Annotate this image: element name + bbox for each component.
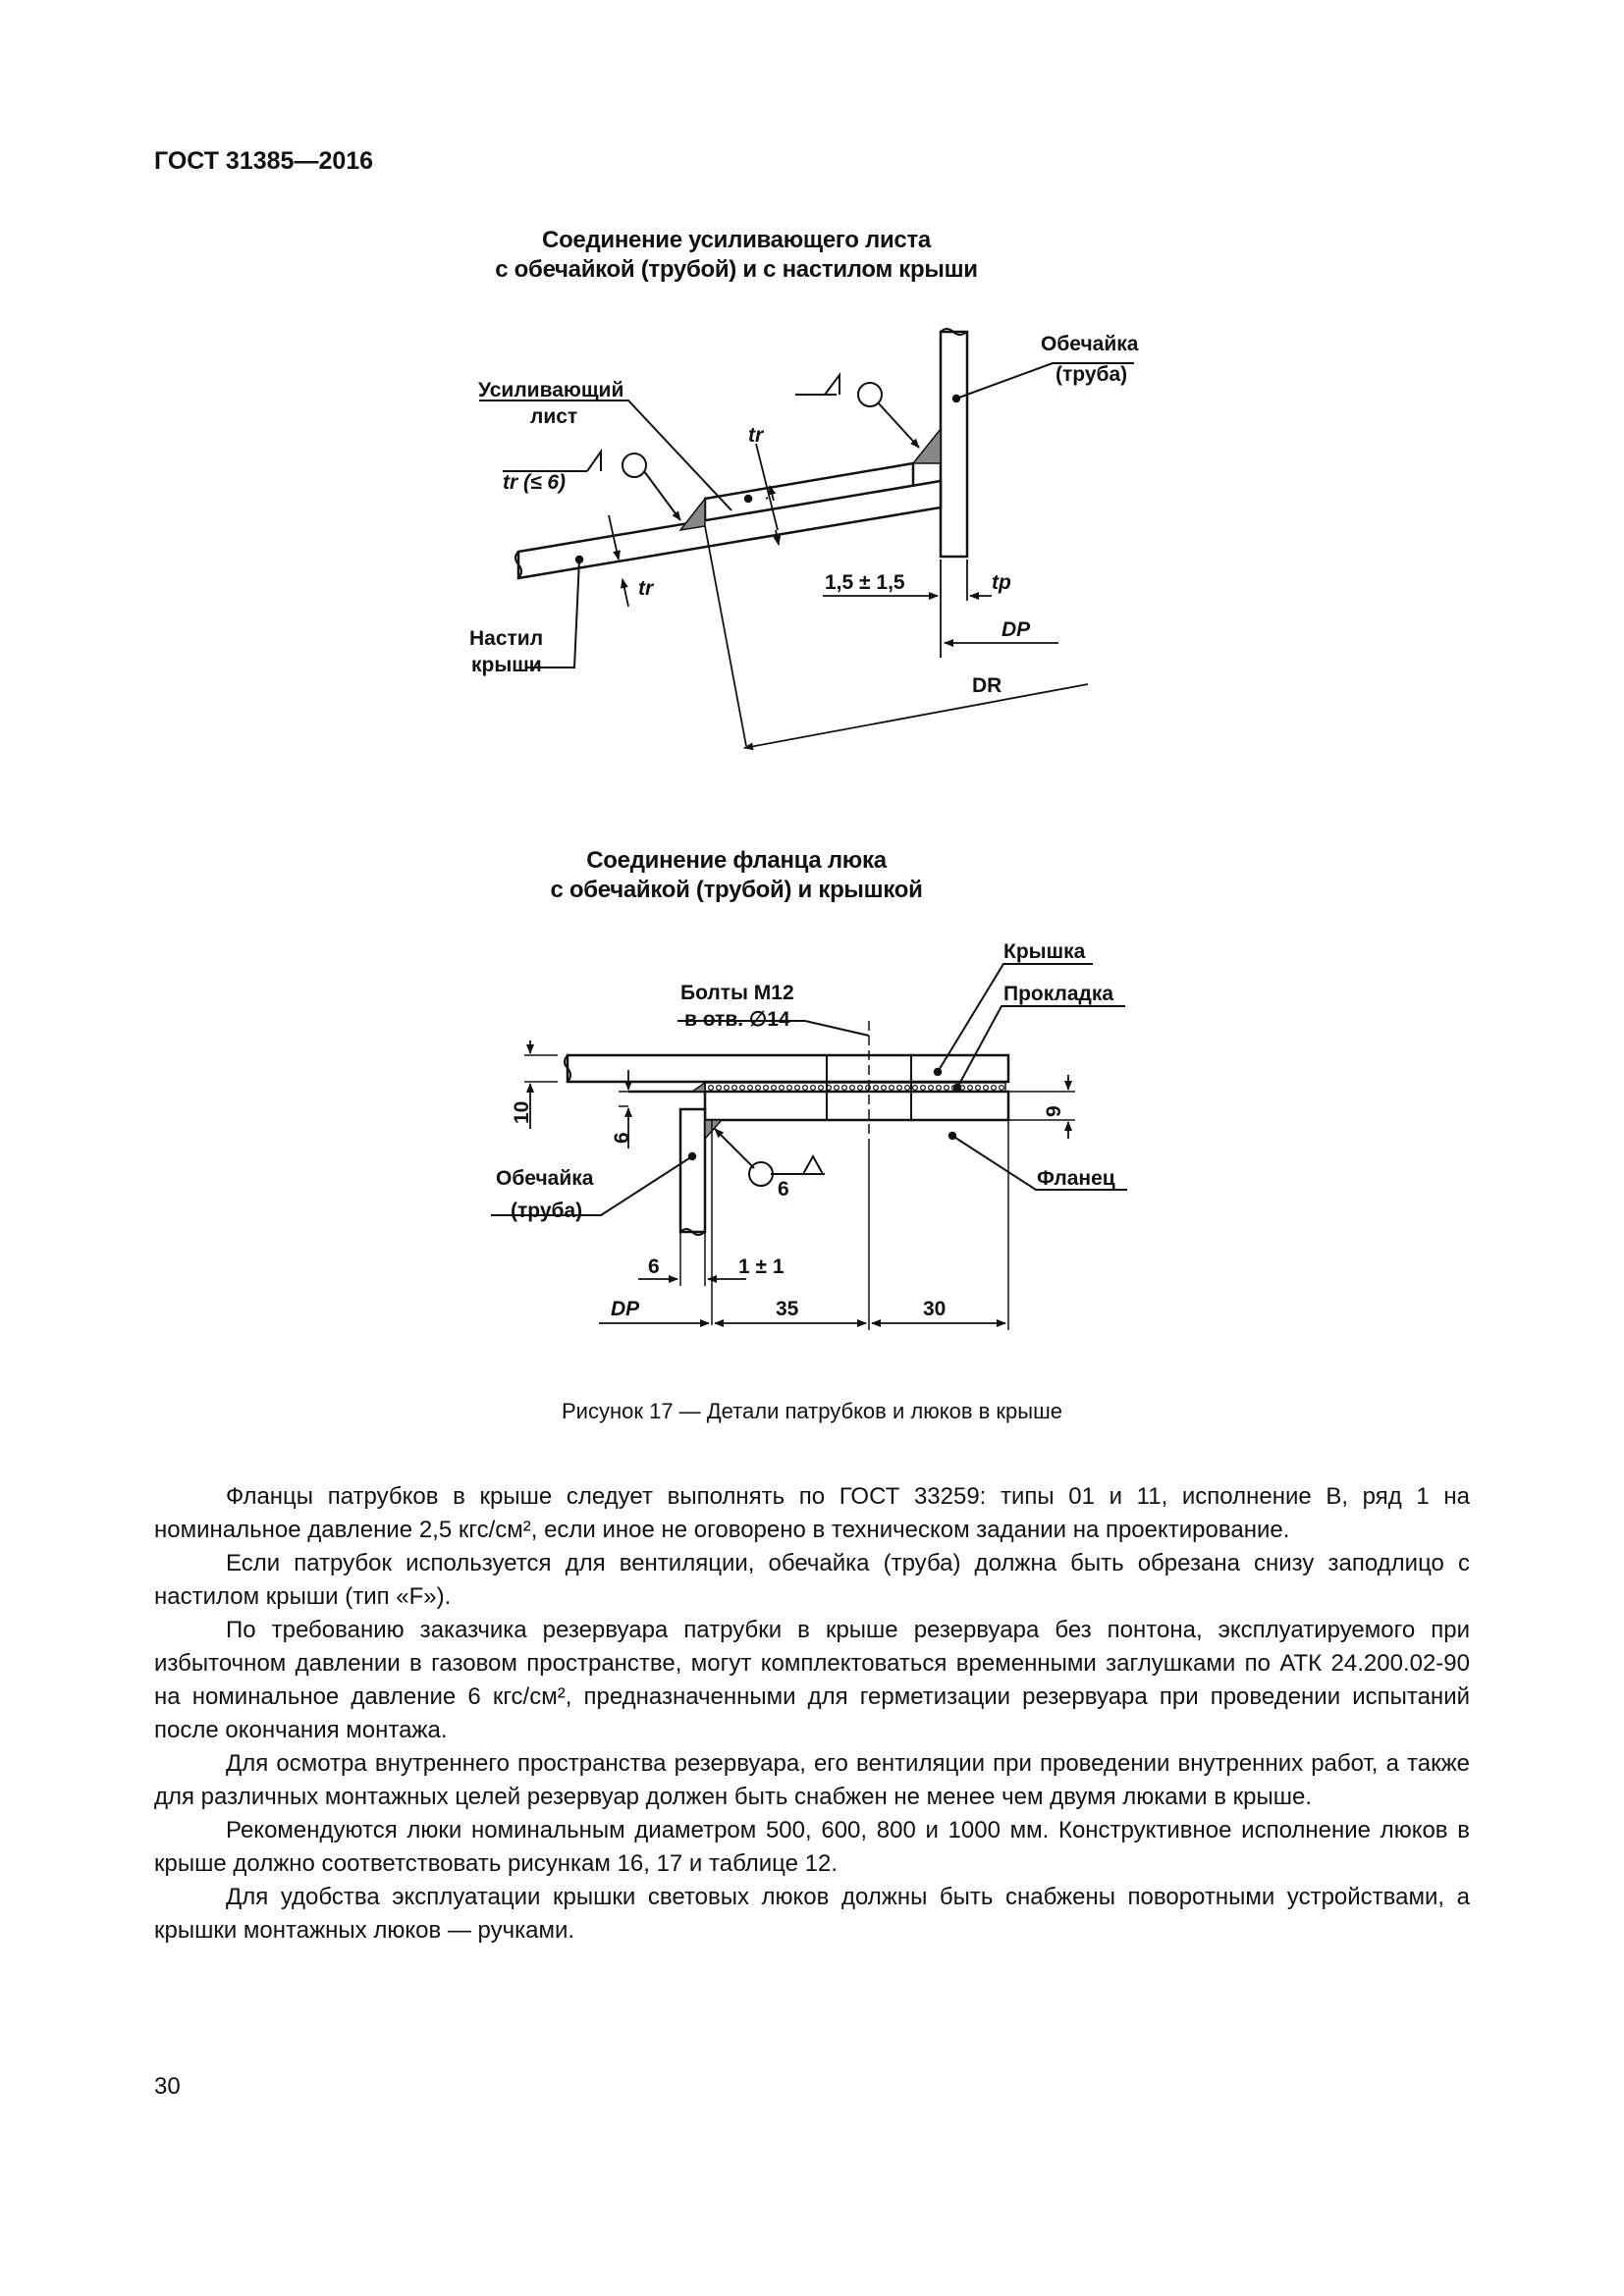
figure1-title-line2: с обечайкой (трубой) и с настилом крыши bbox=[495, 256, 978, 283]
document-header: ГОСТ 31385—2016 bbox=[154, 147, 374, 175]
figure-caption: Рисунок 17 — Детали патрубков и люков в крыше bbox=[562, 1399, 1062, 1423]
label-deck-1: Настил bbox=[469, 627, 544, 650]
label-bolts-1: Болты М12 bbox=[680, 982, 794, 1004]
label-dim-30: 30 bbox=[923, 1298, 947, 1320]
label-tp: tp bbox=[992, 571, 1011, 594]
label-shell-1: Обечайка bbox=[1041, 333, 1139, 355]
figure2-labels bbox=[496, 940, 1115, 1320]
label-dp: DP bbox=[611, 1298, 640, 1320]
label-tr-top: tr bbox=[748, 424, 764, 447]
label-bolts-2: в отв. ∅14 bbox=[684, 1008, 790, 1031]
hatch-cover bbox=[568, 1055, 1008, 1082]
label-dim-6-vert: 6 bbox=[611, 1132, 633, 1144]
label-reinforcing-1: Усиливающий bbox=[478, 379, 624, 401]
figure1-title-line1: Соединение усиливающего листа bbox=[542, 227, 931, 253]
paragraph: Рекомендуются люки номинальным диаметром 500, 600, 800 и 1000 мм. Конструктивное исполнение люков в крыше должно соответствовать рисункам 16, 17 и таблице 12. bbox=[154, 1817, 1470, 1877]
label-dim-1: 1 ± 1 bbox=[738, 1255, 785, 1278]
paragraph: Если патрубок используется для вентиляции, обечайка (труба) должна быть обрезана снизу заподлицо с настилом крыши (тип «F»). bbox=[154, 1550, 1470, 1610]
page-number: 30 bbox=[154, 2073, 181, 2100]
label-shell-2: (труба) bbox=[1056, 363, 1128, 386]
body-text bbox=[154, 1480, 1470, 1948]
paragraph: Для осмотра внутреннего пространства резервуара, его вентиляции при проведении внутренних работ, а также для различных монтажных целей резервуар должен быть снабжен не менее чем двумя люками в крыше. bbox=[154, 1750, 1470, 1810]
label-reinforcing-2: лист bbox=[530, 405, 578, 428]
shell-pipe bbox=[941, 332, 967, 557]
paragraph: По требованию заказчика резервуара патрубки в крыше резервуара без понтона, эксплуатируемого при избыточном давлении в газовом пространстве, могут комплектоваться временными заглушками по АТК 24.200.02-90 на номинальное давление 6 кгс/см², предназначенными для герметизации резервуара при проведении испытаний после окончания монтажа. bbox=[154, 1617, 1470, 1743]
hatch-shell-pipe bbox=[680, 1109, 705, 1232]
label-gasket: Прокладка bbox=[1003, 983, 1114, 1005]
label-deck-2: крыши bbox=[471, 654, 542, 676]
label-dim-10: 10 bbox=[511, 1100, 533, 1124]
label-weld-6: 6 bbox=[778, 1178, 789, 1201]
paragraph: Фланцы патрубков в крыше следует выполнять по ГОСТ 33259: типы 01 и 11, исполнение В, ряд 1 на номинальное давление 2,5 кгс/см², если иное не оговорено в техническом задании на проектирование. bbox=[154, 1483, 1470, 1543]
label-dim-6: 6 bbox=[648, 1255, 660, 1278]
label-dp: DP bbox=[1001, 618, 1031, 641]
label-dim-9: 9 bbox=[1043, 1105, 1065, 1117]
label-shell-1: Обечайка bbox=[496, 1167, 594, 1190]
figure2-drawing bbox=[491, 964, 1127, 1330]
weld-left bbox=[680, 499, 705, 530]
label-gap: 1,5 ± 1,5 bbox=[825, 571, 905, 594]
label-cover: Крышка bbox=[1003, 940, 1086, 963]
label-flange: Фланец bbox=[1037, 1167, 1115, 1190]
label-tr-bottom: tr bbox=[638, 577, 654, 600]
label-weld-tr: tr (≤ 6) bbox=[503, 471, 567, 494]
label-shell-2: (труба) bbox=[511, 1200, 583, 1222]
figure2-title-line1: Соединение фланца люка bbox=[586, 847, 887, 874]
label-dr: DR bbox=[972, 674, 1002, 697]
paragraph: Для удобства эксплуатации крышки световых люков должны быть снабжены поворотными устройствами, а крышки монтажных люков — ручками. bbox=[154, 1884, 1470, 1944]
label-dim-35: 35 bbox=[776, 1298, 799, 1320]
figure2-title-line2: с обечайкой (трубой) и крышкой bbox=[550, 877, 923, 903]
